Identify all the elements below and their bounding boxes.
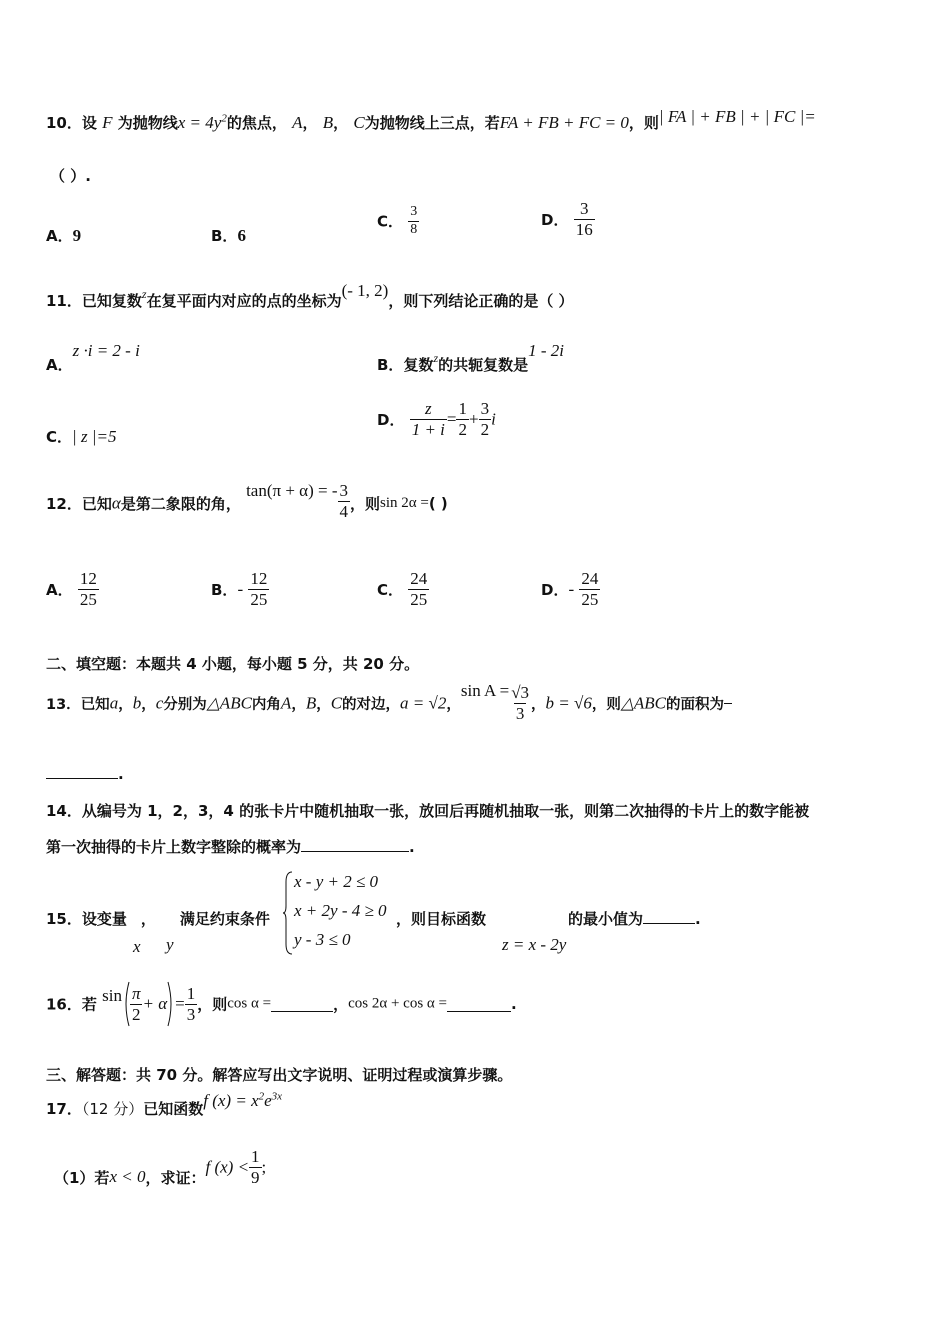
q15-constraint-1: x - y + 2 ≤ 0 — [294, 872, 379, 891]
q14-line-1: 14．从编号为 1，2，3，4 的张卡片中随机抽取一张，放回后再随机抽取一张，则第二次抽得的卡片上的数字能被 — [46, 802, 810, 820]
q10-expression: | FA | + FB | + | FC |= — [658, 107, 816, 126]
q10-number: 10． — [46, 114, 82, 132]
q15-var-y: y — [166, 935, 174, 954]
q10-option-d: D． $\frac{3}{16}$ — [541, 199, 593, 239]
q12-option-b: B．- $\frac{12}{25}$ — [211, 569, 268, 609]
q10-focus-F: F — [102, 113, 113, 132]
q10-option-c: C． $\frac{3}{8}$ — [377, 204, 418, 237]
q12-option-a: A． $\frac{12}{25}$ — [46, 569, 97, 609]
q10-answer-paren: （ ）. — [50, 167, 91, 185]
q12-option-c: C． $\frac{24}{25}$ — [377, 569, 428, 609]
q15-objective-function: z = x - 2y — [502, 935, 567, 954]
q10-line: 10．设 F 为抛物线$x = 4y^2$的焦点， A， B， C为抛物线上三点，若FA + FB + FC = 0，则| FA | + FB | + | FC |= — [46, 107, 816, 132]
q16-answer-blank-2 — [447, 997, 511, 1012]
q15-line: 15．设变量 ， 满足约束条件 — [46, 910, 270, 928]
q13-answer-blank — [46, 764, 118, 779]
q11-option-c: C．| z |=5 — [46, 427, 117, 446]
q10-parabola: $x = 4y^2$ — [177, 112, 227, 132]
q13-answer-line: . — [46, 764, 124, 783]
q12-line: 12．已知α是第二象限的角， tan(π + α) = - $\frac{3}{4}$ ，则sin 2α =( ) — [46, 481, 448, 521]
q15-objective-text: ，则目标函数 的最小值为 . — [396, 910, 701, 928]
q12-tan-expression: tan(π + α) = - — [246, 481, 338, 501]
q15-var-x: x — [133, 937, 141, 956]
q11-option-a: A．z ·i = 2 - i — [46, 341, 140, 374]
q11-option-d: D． $\frac{z}{1 + i}$ = $\frac{1}{2}$ + $\frac{3}{2}$ i — [377, 399, 496, 439]
q12-option-d: D．- $\frac{24}{25}$ — [541, 569, 599, 609]
q16-answer-blank-1 — [271, 997, 333, 1012]
q16-line: 16．若 sin $\frac{\pi}{2}$ + α = $\frac{1}{3}$ ，则cos α = ，cos 2α + cos α = . — [46, 980, 517, 1028]
q16-right-paren — [167, 980, 175, 1028]
q15-answer-blank — [643, 909, 695, 924]
q17-part-1: （1）若x < 0，求证：f (x) < $\frac{1}{9}$ ; — [54, 1147, 267, 1187]
q10-option-b: B．6 — [211, 226, 246, 245]
q10-vector-condition: FA + FB + FC = 0 — [499, 113, 629, 132]
section-2-heading: 二、填空题：本题共 4 小题，每小题 5 分，共 20 分。 — [46, 655, 420, 673]
q15-constraint-2: x + 2y - 4 ≥ 0 — [294, 901, 387, 920]
q10-option-d-fraction: $\frac{3}{16}$ — [575, 199, 593, 239]
q15-constraint-3: y - 3 ≤ 0 — [294, 930, 351, 949]
q11-point: (- 1, 2) — [341, 281, 389, 300]
q11-option-b: B．复数$^z$的共轭复数是1 - 2i — [377, 341, 565, 374]
q15-left-brace — [283, 870, 293, 956]
q13-answer-blank-start — [724, 703, 732, 704]
q14-line-2: 第一次抽得的卡片上数字整除的概率为 . — [46, 838, 415, 856]
q10-option-a: A．9 — [46, 226, 82, 245]
q14-answer-blank — [301, 837, 409, 852]
q17-function: f $(x) = x^2e^{3x}$ — [203, 1090, 283, 1110]
q16-left-paren — [122, 980, 130, 1028]
q11-line: 11．已知复数$^z$在复平面内对应的点的坐标为(- 1, 2)，则下列结论正确的是（ ） — [46, 281, 574, 310]
q13-line: 13．已知a，b，c分别为△ABC内角A，B，C的对边，a = √2，sin A = $\frac{√3}{3}$ ，b = √6，则△ABC的面积为 — [46, 684, 732, 723]
q10-option-c-fraction: $\frac{3}{8}$ — [410, 204, 418, 237]
section-3-heading: 三、解答题：共 70 分。解答应写出文字说明、证明过程或演算步骤。 — [46, 1066, 513, 1084]
q17-line: 17．（12 分）已知函数f $(x) = x^2e^{3x}$ — [46, 1090, 283, 1118]
